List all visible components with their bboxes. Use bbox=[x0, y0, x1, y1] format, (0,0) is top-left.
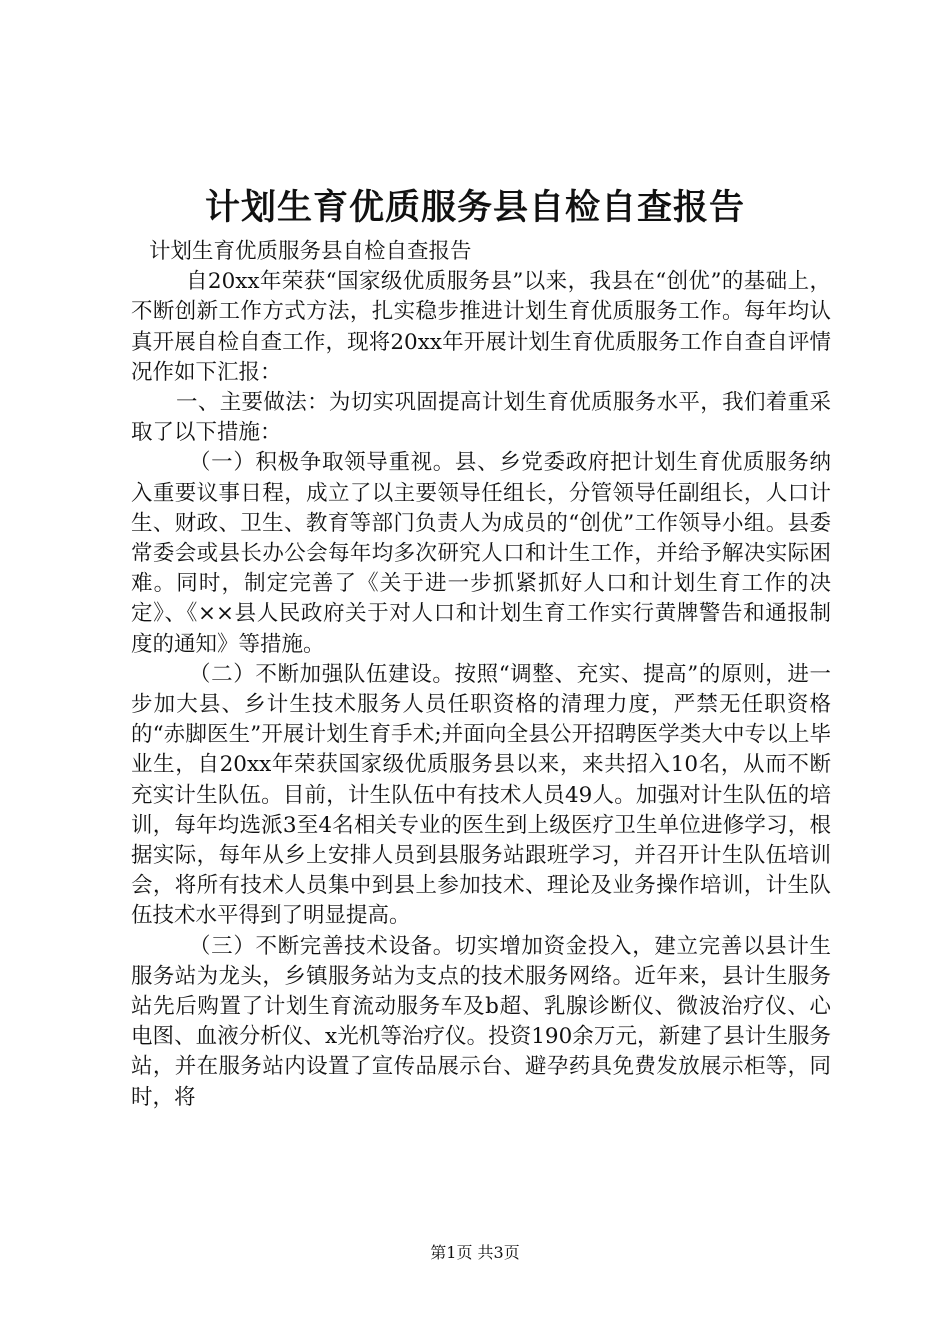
document-title: 计划生育优质服务县自检自查报告 bbox=[204, 187, 745, 228]
paragraph-team-building: （二）不断加强队伍建设。按照“调整、充实、提高”的原则，进一步加大县、乡计生技术服务人员任职资格的清理力度，严禁无任职资格的“赤脚医生”开展计划生育手术;并面向全县公开招聘医学类大中专以上毕业生，自20xx年荣获国家级优质服务县以来，来共招入10名，从而不断充实计生队伍。目前，计生队伍中有技术人员49人。加强对计生队伍的培训，每年均选派3至4名相关专业的医生到上级医疗卫生单位进修学习，根据实际，每年从乡上安排人员到县服务站跟班学习，并召开计生队伍培训会，将所有技术人员集中到县上参加技术、理论及业务操作培训，计生队伍技术水平得到了明显提高。 bbox=[131, 661, 831, 929]
document-body bbox=[131, 237, 831, 1113]
page-footer: 第1页 共3页 bbox=[430, 1243, 520, 1262]
paragraph-equipment: （三）不断完善技术设备。切实增加资金投入，建立完善以县计生服务站为龙头，乡镇服务站为支点的技术服务网络。近年来，县计生服务站先后购置了计划生育流动服务车及b超、乳腺诊断仪、微波治疗仪、心电图、血液分析仪、x光机等治疗仪。投资190余万元，新建了县计生服务站，并在服务站内设置了宣传品展示台、避孕药具免费发放展示柜等，同时，将 bbox=[131, 933, 831, 1110]
paragraph-main-measures: 一、主要做法：为切实巩固提高计划生育优质服务水平，我们着重采取了以下措施： bbox=[131, 390, 831, 446]
paragraph-leadership: （一）积极争取领导重视。县、乡党委政府把计划生育优质服务纳入重要议事日程，成立了以主要领导任组长，分管领导任副组长，人口计生、财政、卫生、教育等部门负责人为成员的“创优”工作领导小组。县委常委会或县长办公会每年均多次研究人口和计生工作，并给予解决实际困难。同时，制定完善了《关于进一步抓紧抓好人口和计划生育工作的决定》、《××县人民政府关于对人口和计划生育工作实行黄牌警告和通报制度的通知》等措施。 bbox=[131, 450, 831, 657]
paragraph-intro: 自20xx年荣获“国家级优质服务县”以来，我县在“创优”的基础上，不断创新工作方式方法，扎实稳步推进计划生育优质服务工作。每年均认真开展自检自查工作，现将20xx年开展计划生育优质服务工作自查自评情况作如下汇报： bbox=[131, 269, 831, 385]
document-subtitle: 计划生育优质服务县自检自查报告 bbox=[149, 239, 472, 264]
